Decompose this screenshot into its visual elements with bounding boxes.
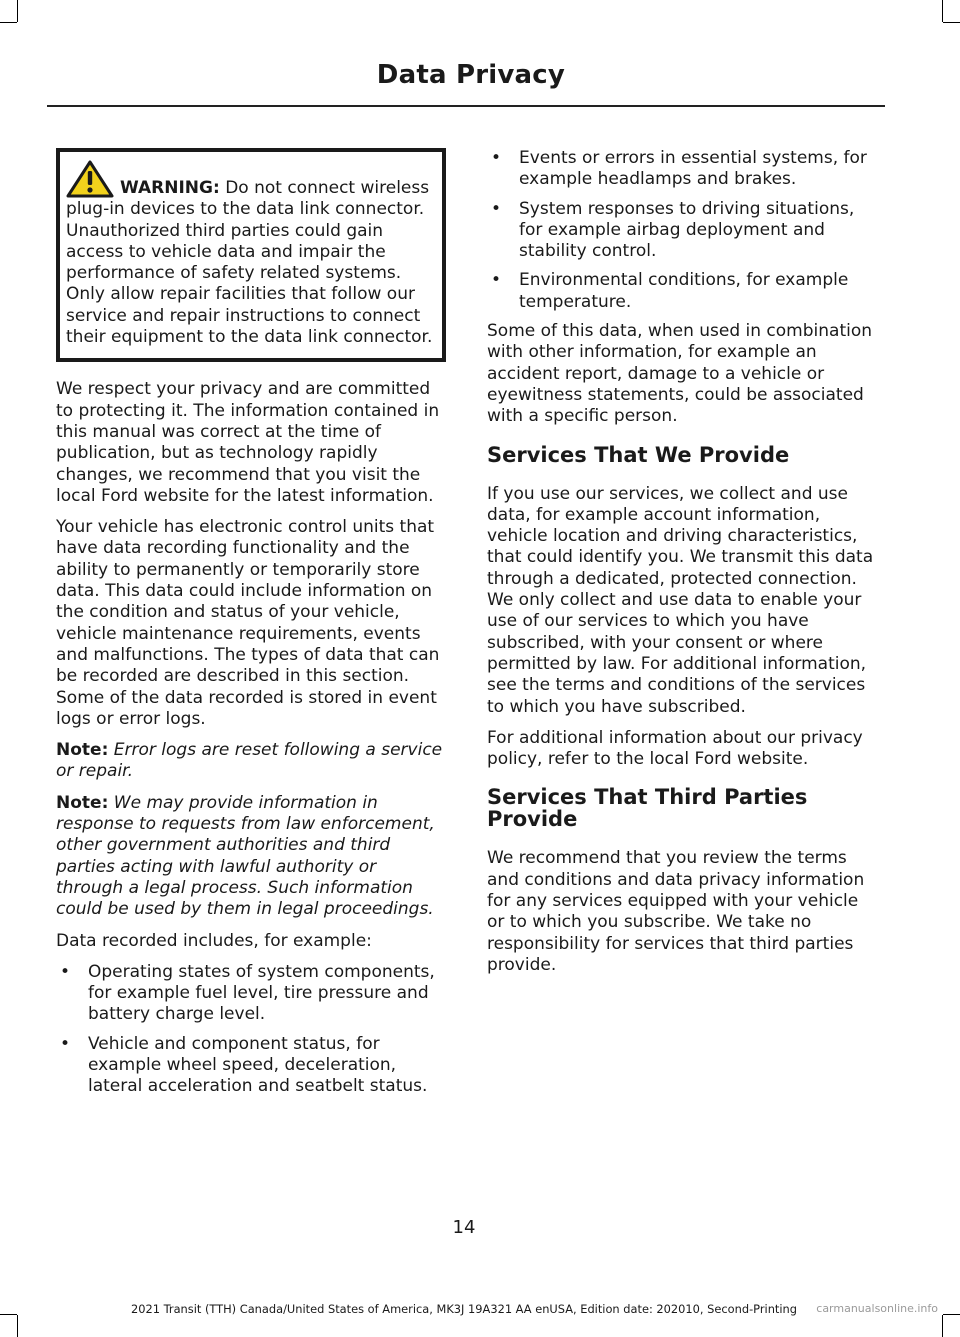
bullet-icon: • (60, 961, 71, 982)
third-party-paragraph: We recommend that you review the terms and conditions and data privacy information for any services equipped with your vehicle or to which you subscribe. We take no responsibility for services that third parties provide. (487, 848, 865, 975)
data-recording-paragraph: Your vehicle has electronic control units that have data recording functionality and the ability to permanently or temporarily store data. This data could include information on the condition and status of your vehicle, vehicle maintenance requirements, events and malfunctions. The types of data that can be recorded are described in this section. Some of the data recorded is stored in event logs or error logs. (56, 517, 440, 729)
page-title: Data Privacy (376, 60, 565, 90)
list-item-text: Operating states of system components, for example fuel level, tire pressure and battery charge level. (88, 961, 435, 1025)
list-item (487, 199, 877, 263)
crop-mark-top-left-h (0, 22, 17, 23)
privacy-paragraph: We respect your privacy and are committed to protecting it. The information contained in this manual was correct at the time of publication, but as technology rapidly changes, we recommend that you visit the local Ford website for the latest information. (56, 379, 440, 506)
list-item-text: System responses to driving situations, for example airbag deployment and stability control. (519, 198, 855, 262)
list-item (487, 148, 877, 191)
list-item-text: Events or errors in essential systems, for example headlamps and brakes. (519, 148, 867, 190)
services-paragraph: If you use our services, we collect and use data, for example account information, vehicle location and driving characteristics, that could identify you. We transmit this data through a dedicated, protected connection. We only collect and use data to enable your use of our services to which you have subscribed, with your consent or where permitted by law. For additional information, see the terms and conditions of the services to which you have subscribed. (487, 483, 874, 717)
crop-mark-bottom-left-v (17, 1315, 18, 1337)
association-paragraph: Some of this data, when used in combination with other information, for example an accident report, damage to a vehicle or eyewitness statements, could be associated with a specific person. (487, 321, 873, 427)
list-item-text: Vehicle and component status, for example wheel speed, deceleration, lateral acceleration and seatbelt status. (88, 1033, 428, 1097)
list-item-text: Environmental conditions, for example temperature. (519, 270, 849, 312)
note-text: Error logs are reset following a service or repair. (56, 740, 443, 782)
data-recorded-intro: Data recorded includes, for example: (56, 930, 372, 951)
section-heading-third-parties: Services That Third Parties Provide (487, 785, 808, 832)
list-item (487, 270, 877, 313)
right-bullet-list (487, 148, 877, 313)
bullet-icon: • (491, 198, 502, 219)
bullet-icon: • (491, 148, 502, 168)
crop-mark-top-right-v (942, 0, 943, 22)
note-label: Note: (56, 792, 109, 813)
note-law-enforcement (56, 793, 446, 921)
watermark: carmanualsonline.info (816, 1302, 938, 1315)
edition-footer: 2021 Transit (TTH) Canada/United States of America, MK3J 19A321 AA enUSA, Edition date: 202010, Second-Printing (131, 1302, 797, 1316)
left-bullet-list (56, 962, 446, 1098)
crop-mark-top-right-h (943, 22, 960, 23)
privacy-policy-paragraph: For additional information about our privacy policy, refer to the local Ford website. (487, 727, 863, 770)
crop-mark-top-left-v (17, 0, 18, 22)
note-text: We may provide information in response to requests from law enforcement, other government authorities and third parties acting with lawful authority or through a legal process. Such information could be used by them in legal proceedings. (56, 792, 435, 920)
right-column (487, 148, 877, 986)
crop-mark-bottom-right-h (943, 1314, 960, 1315)
note-error-logs (56, 740, 446, 783)
section-heading-services-we-provide: Services That We Provide (487, 442, 790, 467)
title-rule (47, 105, 885, 107)
warning-triangle-icon (66, 160, 114, 198)
list-item (56, 1034, 446, 1098)
warning-label: WARNING: (120, 178, 220, 198)
crop-mark-bottom-right-v (942, 1315, 943, 1337)
note-label: Note: (56, 740, 109, 761)
page-number: 14 (452, 1217, 476, 1238)
left-column (56, 148, 446, 1106)
warning-box (56, 148, 446, 362)
bullet-icon: • (60, 1033, 71, 1054)
list-item (56, 962, 446, 1026)
bullet-icon: • (491, 270, 502, 291)
warning-text-block (66, 178, 436, 348)
warning-text: Do not connect wireless plug-in devices to the data link connector. Unauthorized third parties could gain access to vehicle data and impair the performance of safety related systems. Only allow repair facilities that follow our service and repair instructions to connect their equipment to the data link connector. (66, 178, 433, 348)
